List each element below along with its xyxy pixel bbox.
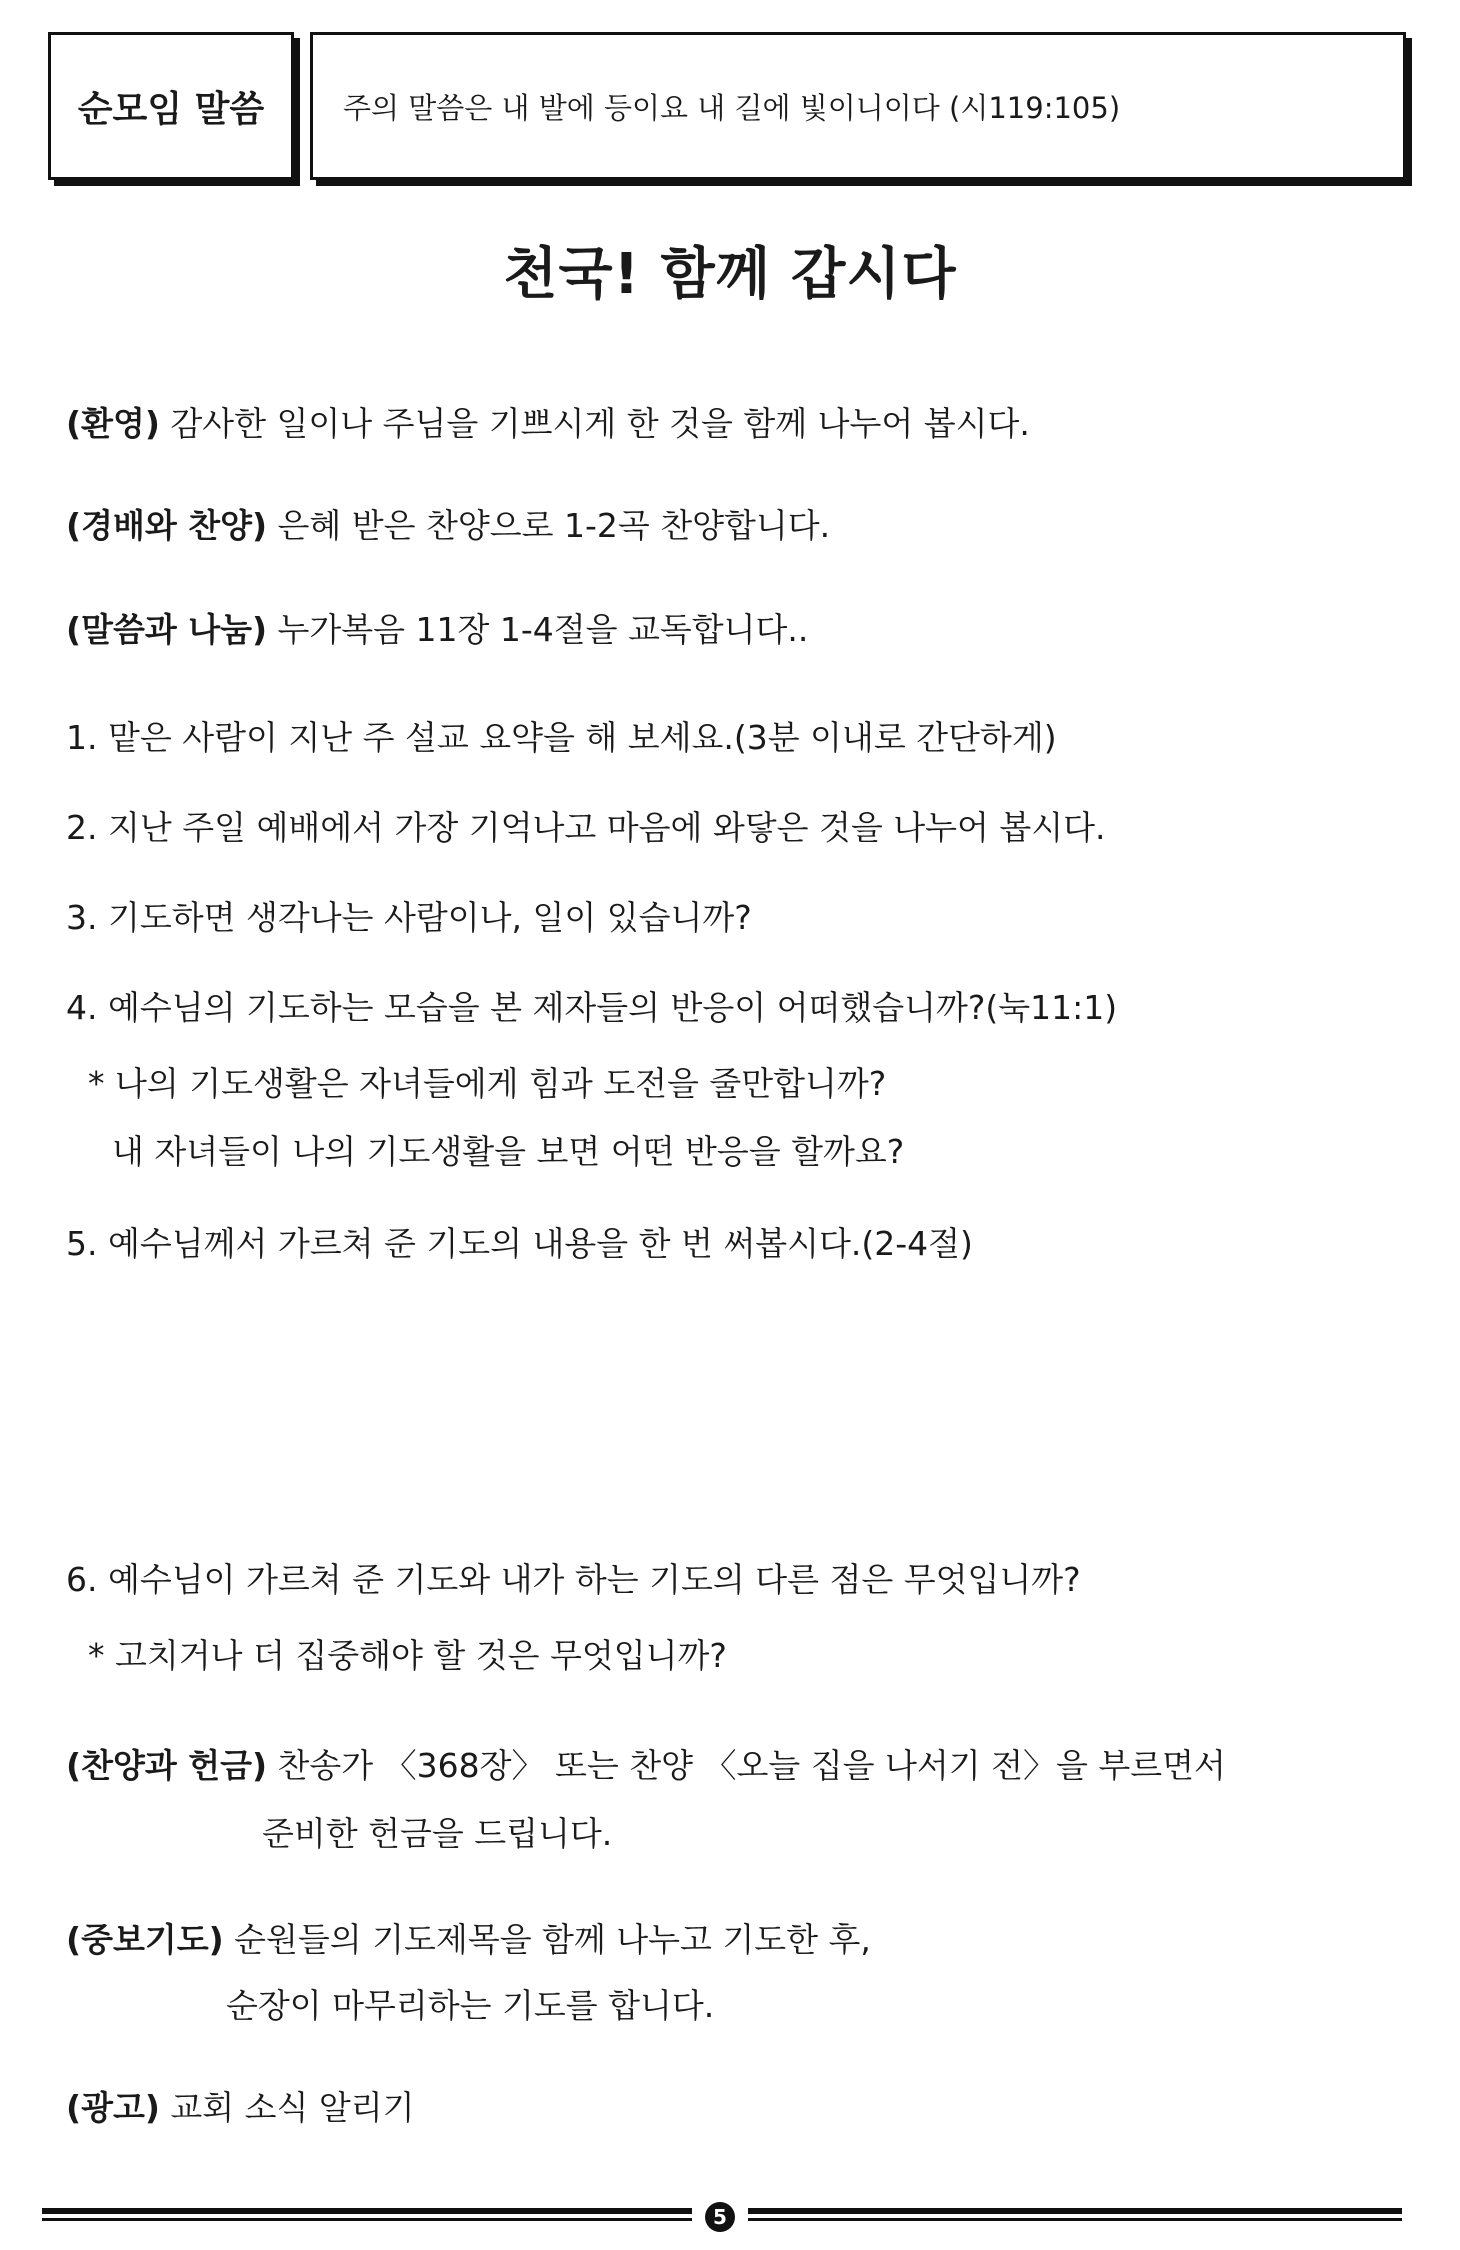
footer-rule-right-thin — [748, 2218, 1402, 2221]
offering-heading: (찬양과 헌금) — [66, 1746, 268, 1785]
header-label-box — [48, 32, 294, 180]
question-4-sub-2: 내 자녀들이 나의 기도생활을 보면 어떤 반응을 할까요? — [112, 1132, 905, 1171]
footer-rule — [42, 2202, 1402, 2228]
worship-line — [66, 500, 830, 547]
footer-rule-left — [42, 2208, 692, 2214]
question-4-sub-1: * 나의 기도생활은 자녀들에게 힘과 도전을 줄만합니까? — [88, 1064, 887, 1103]
welcome-heading: (환영) — [66, 404, 160, 443]
offering-text: 찬송가 〈368장〉 또는 찬양 〈오늘 집을 나서기 전〉을 부르면서 — [267, 1746, 1226, 1785]
header-verse-box — [310, 32, 1406, 180]
welcome-text: 감사한 일이나 주님을 기쁘시게 한 것을 함께 나누어 봅시다. — [159, 404, 1030, 443]
question-3: 3. 기도하면 생각나는 사람이나, 일이 있습니까? — [66, 898, 752, 937]
intercession-line — [66, 1914, 871, 1961]
footer-rule-left-thin — [42, 2218, 692, 2221]
notice-text: 교회 소식 알리기 — [159, 2088, 415, 2127]
welcome-line — [66, 398, 1030, 445]
intercession-heading: (중보기도) — [66, 1920, 224, 1959]
question-6: 6. 예수님이 가르쳐 준 기도와 내가 하는 기도의 다른 점은 무엇입니까? — [66, 1560, 1081, 1599]
worship-heading: (경배와 찬양) — [66, 506, 268, 545]
word-line — [66, 604, 808, 651]
question-1: 1. 맡은 사람이 지난 주 설교 요약을 해 보세요.(3분 이내로 간단하게) — [66, 718, 1057, 757]
page-title: 천국! 함께 갑시다 — [503, 242, 957, 307]
offering-text-2: 준비한 헌금을 드립니다. — [262, 1814, 613, 1853]
intercession-text-2: 순장이 마무리하는 기도를 합니다. — [226, 1986, 715, 2025]
question-4: 4. 예수님의 기도하는 모습을 본 제자들의 반응이 어떠했습니까?(눅11:1) — [66, 988, 1118, 1027]
offering-line — [66, 1740, 1226, 1787]
intercession-text: 순원들의 기도제목을 함께 나누고 기도한 후, — [223, 1920, 871, 1959]
word-heading: (말씀과 나눔) — [66, 610, 268, 649]
worship-text: 은혜 받은 찬양으로 1-2곡 찬양합니다. — [267, 506, 831, 545]
question-5: 5. 예수님께서 가르쳐 준 기도의 내용을 한 번 써봅시다.(2-4절) — [66, 1224, 973, 1263]
notice-heading: (광고) — [66, 2088, 160, 2127]
header-label: 순모임 말씀 — [77, 88, 265, 130]
word-text: 누가복음 11장 1-4절을 교독합니다.. — [267, 610, 809, 649]
footer-rule-right — [748, 2208, 1402, 2214]
page-number: 5 — [705, 2202, 735, 2232]
header-verse: 주의 말씀은 내 발에 등이요 내 길에 빛이니이다 (시119:105) — [343, 90, 1121, 125]
question-6-sub-1: * 고치거나 더 집중해야 할 것은 무엇입니까? — [88, 1636, 727, 1675]
question-2: 2. 지난 주일 예배에서 가장 기억나고 마음에 와닿은 것을 나누어 봅시다. — [66, 808, 1106, 847]
notice-line — [66, 2082, 415, 2129]
